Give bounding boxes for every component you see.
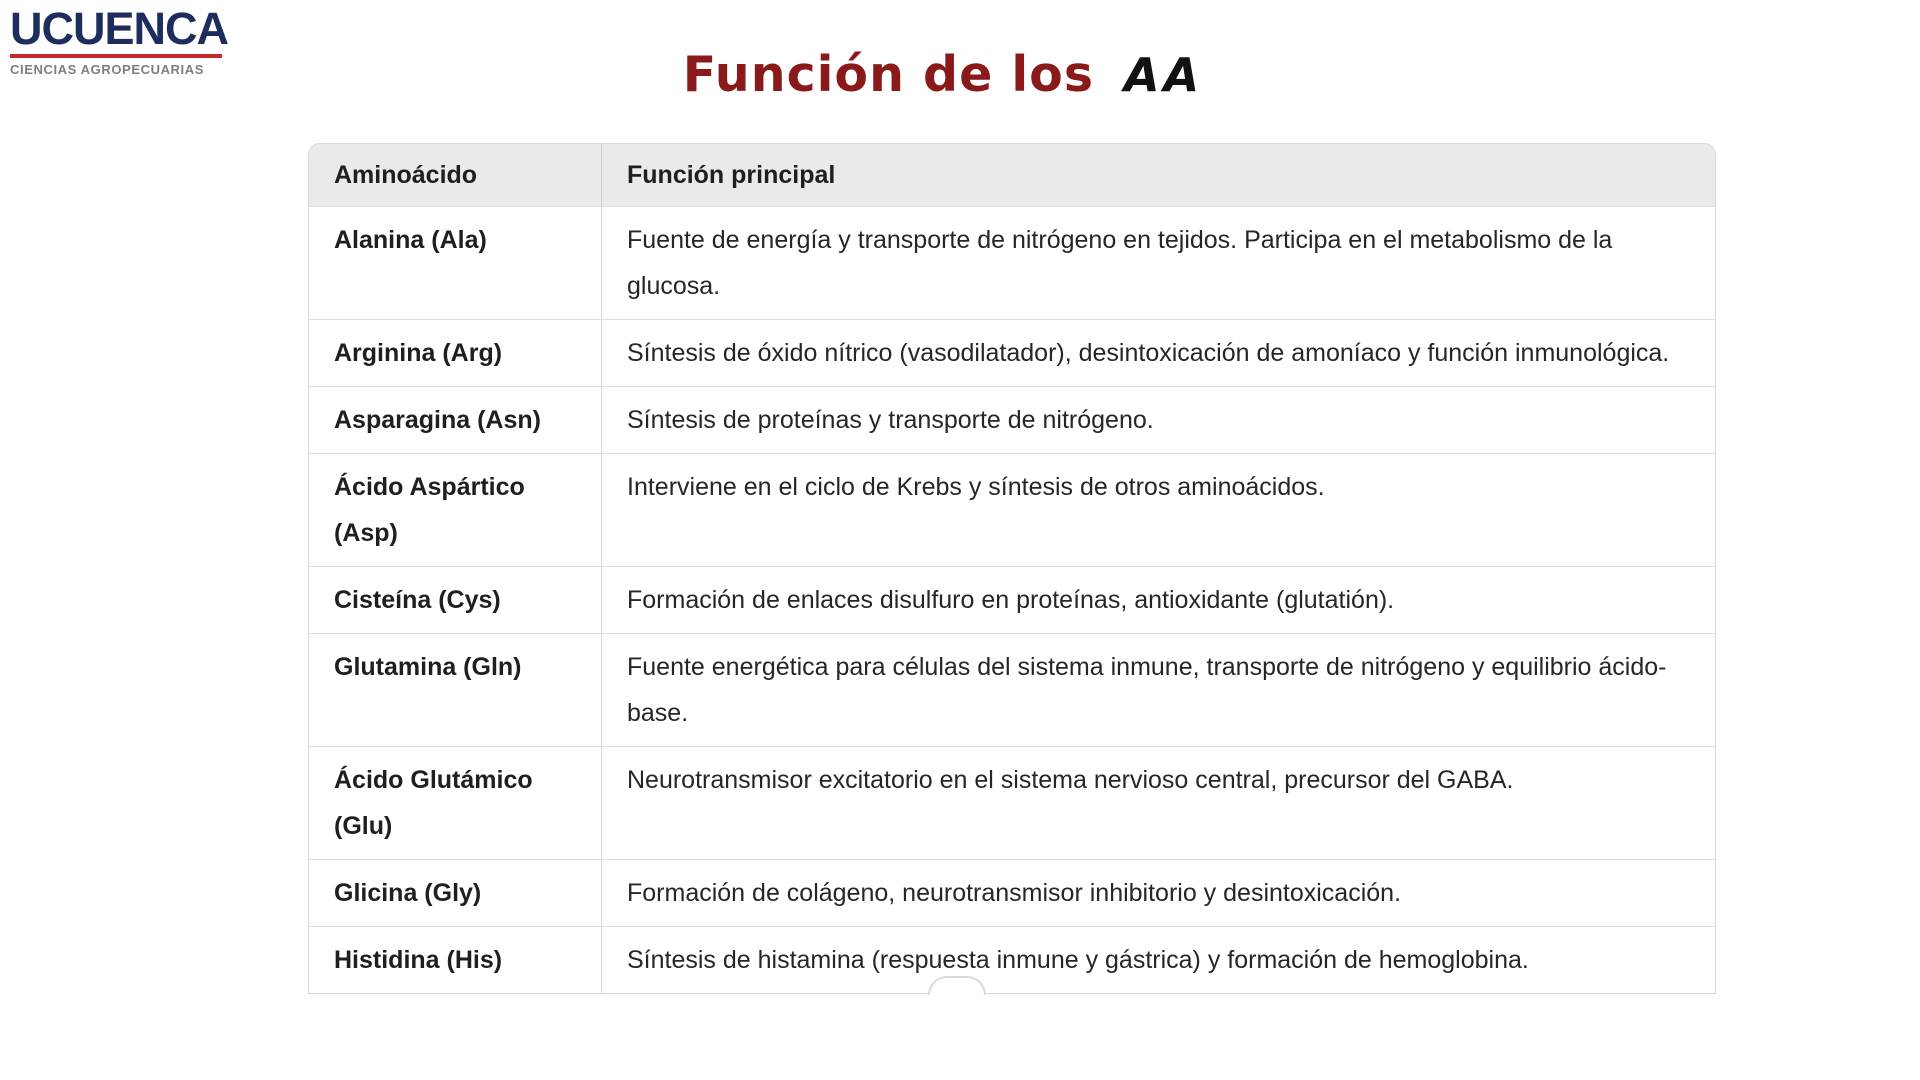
funcion-cell: Interviene en el ciclo de Krebs y síntesis de otros aminoácidos. xyxy=(601,453,1715,566)
header-cell-funcion: Función principal xyxy=(601,144,1715,206)
logo-red-rule xyxy=(10,54,222,58)
amino-cell: Asparagina (Asn) xyxy=(309,386,601,453)
table-row xyxy=(309,319,1715,386)
table-row xyxy=(309,566,1715,633)
funcion-cell: Formación de enlaces disulfuro en proteínas, antioxidante (glutatión). xyxy=(601,566,1715,633)
funcion-cell: Síntesis de histamina (respuesta inmune y gástrica) y formación de hemoglobina. xyxy=(601,926,1715,993)
ucuenca-logo xyxy=(10,3,240,77)
header-cell-aminoacido: Aminoácido xyxy=(334,161,478,189)
table-row xyxy=(309,206,1715,319)
title-main: Función de los xyxy=(682,46,1095,103)
funcion-cell: Fuente de energía y transporte de nitrógeno en tejidos. Participa en el metabolismo de la glucosa. xyxy=(601,206,1715,319)
amino-cell: Arginina (Arg) xyxy=(309,319,601,386)
funcion-cell: Síntesis de proteínas y transporte de nitrógeno. xyxy=(601,386,1715,453)
funcion-cell: Síntesis de óxido nítrico (vasodilatador), desintoxicación de amoníaco y función inmunológica. xyxy=(601,319,1715,386)
logo-wordmark: UCUENCA xyxy=(10,3,228,54)
logo-subtitle: CIENCIAS AGROPECUARIAS xyxy=(10,62,205,77)
page-title xyxy=(683,46,1203,103)
amino-cell: Histidina (His) xyxy=(309,926,601,993)
table-row xyxy=(309,453,1715,566)
amino-cell: Glutamina (Gln) xyxy=(309,633,601,746)
funcion-cell: Fuente energética para células del sistema inmune, transporte de nitrógeno y equilibrio ácido-base. xyxy=(601,633,1715,746)
table-row xyxy=(309,386,1715,453)
amino-cell: Cisteína (Cys) xyxy=(309,566,601,633)
amino-cell: Ácido Aspártico (Asp) xyxy=(309,453,601,566)
amino-acid-table xyxy=(308,143,1716,994)
table-row xyxy=(309,746,1715,859)
expand-handle[interactable] xyxy=(928,976,986,995)
table-header-row xyxy=(309,144,1715,206)
amino-cell: Alanina (Ala) xyxy=(309,206,601,319)
table-row xyxy=(309,633,1715,746)
funcion-cell: Formación de colágeno, neurotransmisor inhibitorio y desintoxicación. xyxy=(601,859,1715,926)
funcion-cell: Neurotransmisor excitatorio en el sistema nervioso central, precursor del GABA. xyxy=(601,746,1715,859)
title-suffix: AA xyxy=(1124,48,1204,102)
amino-cell: Ácido Glutámico (Glu) xyxy=(309,746,601,859)
table-row xyxy=(309,926,1715,993)
amino-cell: Glicina (Gly) xyxy=(309,859,601,926)
table-row xyxy=(309,859,1715,926)
